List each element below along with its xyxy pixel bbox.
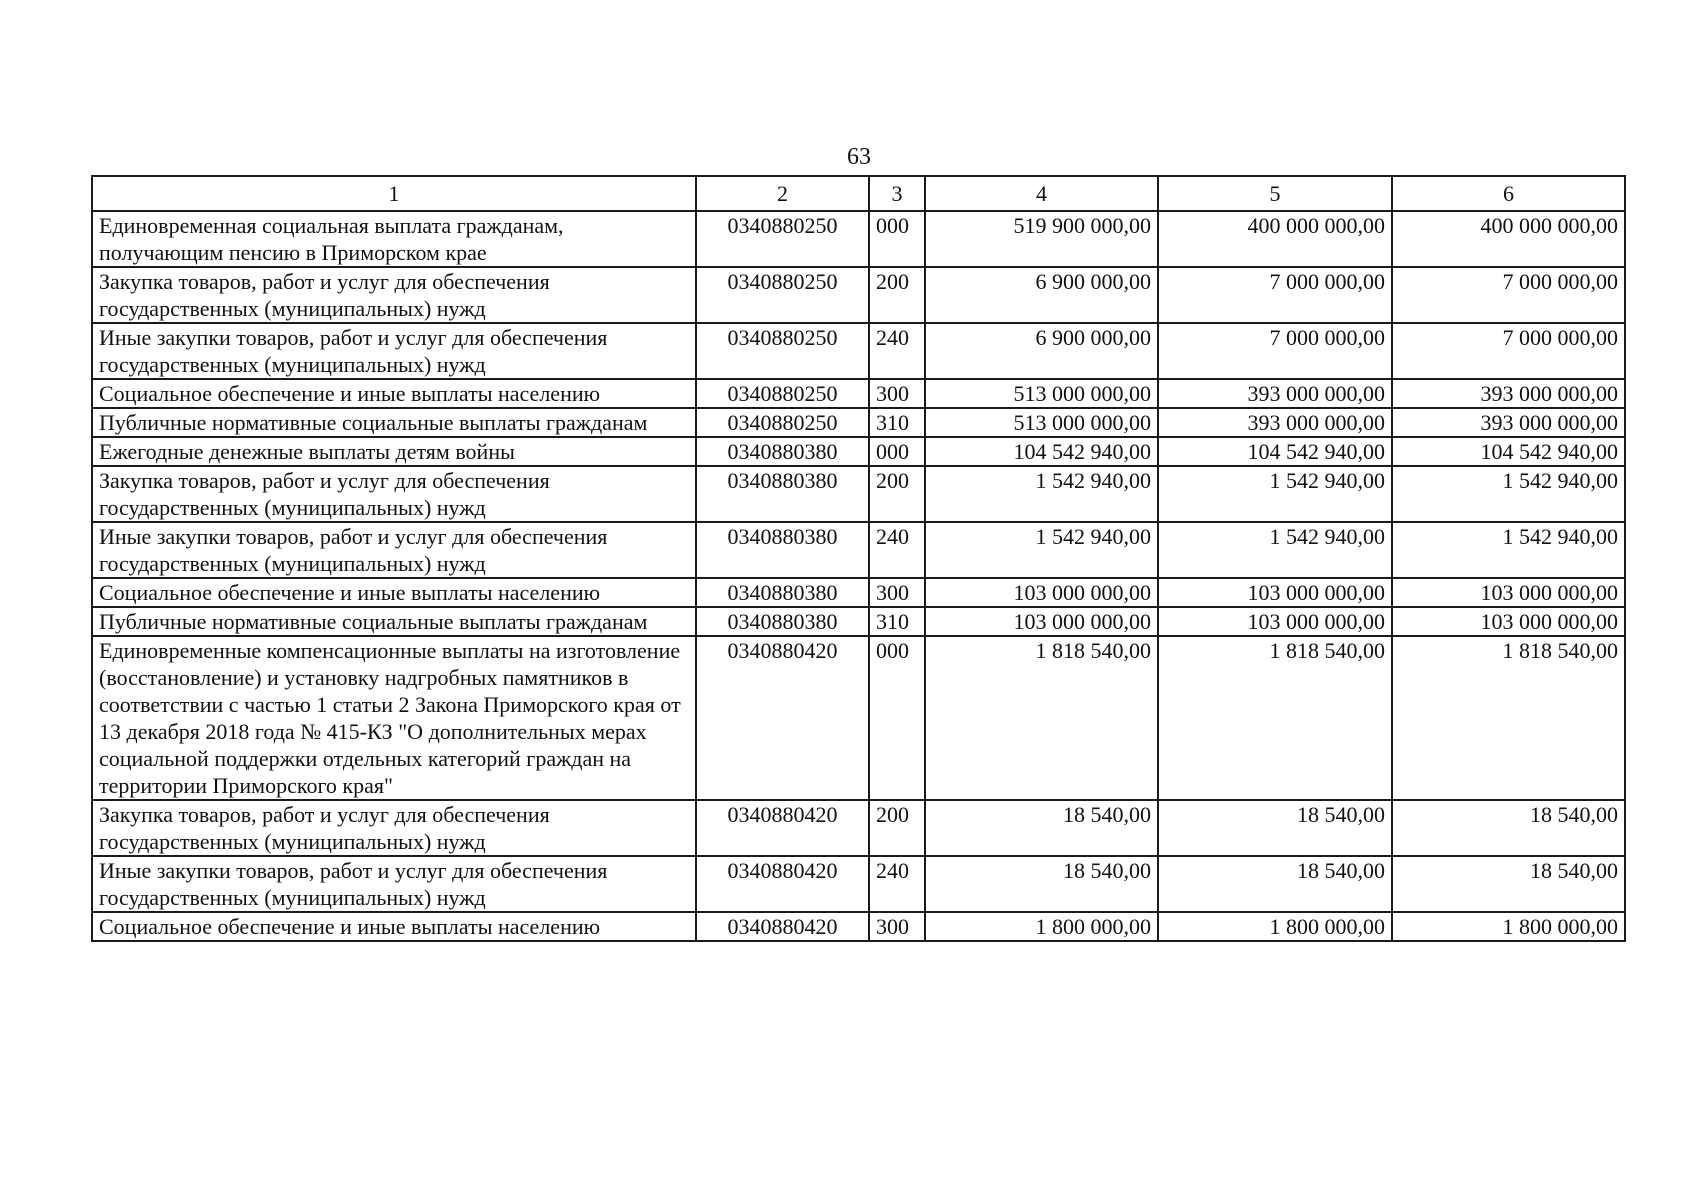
row-amount-col5-cell: 104 542 940,00 bbox=[1158, 437, 1392, 466]
row-type-cell: 240 bbox=[869, 522, 925, 578]
row-code-cell: 0340880380 bbox=[696, 578, 869, 607]
row-amount-col4-cell: 104 542 940,00 bbox=[925, 437, 1158, 466]
table-row bbox=[92, 856, 1625, 912]
row-amount-col6-cell: 1 542 940,00 bbox=[1392, 466, 1625, 522]
row-type-cell: 310 bbox=[869, 408, 925, 437]
row-name-cell: Социальное обеспечение и иные выплаты населению bbox=[92, 912, 696, 941]
table-row bbox=[92, 912, 1625, 941]
row-amount-col5-cell: 7 000 000,00 bbox=[1158, 323, 1392, 379]
row-amount-col4-cell: 6 900 000,00 bbox=[925, 323, 1158, 379]
row-type-cell: 200 bbox=[869, 267, 925, 323]
row-amount-col5-cell: 1 542 940,00 bbox=[1158, 522, 1392, 578]
row-amount-col4-cell: 18 540,00 bbox=[925, 800, 1158, 856]
table-row bbox=[92, 267, 1625, 323]
row-amount-col4-cell: 18 540,00 bbox=[925, 856, 1158, 912]
row-name-cell: Иные закупки товаров, работ и услуг для обеспечения государственных (муниципальных) нужд bbox=[92, 323, 696, 379]
row-amount-col4-cell: 103 000 000,00 bbox=[925, 607, 1158, 636]
row-name-cell: Закупка товаров, работ и услуг для обеспечения государственных (муниципальных) нужд bbox=[92, 466, 696, 522]
column-header: 5 bbox=[1158, 176, 1392, 211]
row-amount-col5-cell: 7 000 000,00 bbox=[1158, 267, 1392, 323]
column-header: 1 bbox=[92, 176, 696, 211]
row-name-cell: Социальное обеспечение и иные выплаты населению bbox=[92, 578, 696, 607]
row-amount-col4-cell: 513 000 000,00 bbox=[925, 408, 1158, 437]
table-row bbox=[92, 211, 1625, 267]
row-name-cell: Закупка товаров, работ и услуг для обеспечения государственных (муниципальных) нужд bbox=[92, 267, 696, 323]
row-amount-col5-cell: 1 542 940,00 bbox=[1158, 466, 1392, 522]
row-amount-col5-cell: 1 800 000,00 bbox=[1158, 912, 1392, 941]
row-type-cell: 000 bbox=[869, 211, 925, 267]
row-amount-col6-cell: 103 000 000,00 bbox=[1392, 578, 1625, 607]
row-amount-col5-cell: 18 540,00 bbox=[1158, 856, 1392, 912]
table-header-row bbox=[92, 176, 1625, 211]
table-row bbox=[92, 379, 1625, 408]
table-row bbox=[92, 800, 1625, 856]
row-type-cell: 000 bbox=[869, 636, 925, 800]
row-amount-col4-cell: 1 800 000,00 bbox=[925, 912, 1158, 941]
row-code-cell: 0340880250 bbox=[696, 211, 869, 267]
row-name-cell: Единовременные компенсационные выплаты на изготовление (восстановление) и установку надгробных памятников в соответствии с частью 1 статьи 2 Закона Приморского края от 13 декабря 2018 года № 415-КЗ "О дополнительных мерах социальной поддержки отдельных категорий граждан на территории Приморского края" bbox=[92, 636, 696, 800]
table-body bbox=[92, 211, 1625, 941]
row-amount-col4-cell: 1 818 540,00 bbox=[925, 636, 1158, 800]
row-amount-col6-cell: 393 000 000,00 bbox=[1392, 379, 1625, 408]
row-amount-col6-cell: 7 000 000,00 bbox=[1392, 323, 1625, 379]
row-amount-col5-cell: 1 818 540,00 bbox=[1158, 636, 1392, 800]
row-name-cell: Социальное обеспечение и иные выплаты населению bbox=[92, 379, 696, 408]
budget-table bbox=[91, 175, 1626, 942]
row-amount-col6-cell: 393 000 000,00 bbox=[1392, 408, 1625, 437]
row-amount-col5-cell: 400 000 000,00 bbox=[1158, 211, 1392, 267]
table-row bbox=[92, 323, 1625, 379]
row-amount-col4-cell: 513 000 000,00 bbox=[925, 379, 1158, 408]
row-code-cell: 0340880380 bbox=[696, 466, 869, 522]
row-code-cell: 0340880420 bbox=[696, 636, 869, 800]
row-name-cell: Единовременная социальная выплата гражданам, получающим пенсию в Приморском крае bbox=[92, 211, 696, 267]
row-amount-col4-cell: 103 000 000,00 bbox=[925, 578, 1158, 607]
table-row bbox=[92, 578, 1625, 607]
row-type-cell: 000 bbox=[869, 437, 925, 466]
row-amount-col5-cell: 103 000 000,00 bbox=[1158, 607, 1392, 636]
row-name-cell: Публичные нормативные социальные выплаты гражданам bbox=[92, 408, 696, 437]
row-amount-col6-cell: 18 540,00 bbox=[1392, 856, 1625, 912]
row-name-cell: Закупка товаров, работ и услуг для обеспечения государственных (муниципальных) нужд bbox=[92, 800, 696, 856]
row-code-cell: 0340880420 bbox=[696, 800, 869, 856]
row-amount-col5-cell: 393 000 000,00 bbox=[1158, 379, 1392, 408]
table-row bbox=[92, 607, 1625, 636]
row-name-cell: Иные закупки товаров, работ и услуг для обеспечения государственных (муниципальных) нужд bbox=[92, 856, 696, 912]
page-number: 63 bbox=[847, 144, 871, 170]
row-amount-col4-cell: 519 900 000,00 bbox=[925, 211, 1158, 267]
row-name-cell: Ежегодные денежные выплаты детям войны bbox=[92, 437, 696, 466]
row-code-cell: 0340880250 bbox=[696, 267, 869, 323]
row-amount-col5-cell: 393 000 000,00 bbox=[1158, 408, 1392, 437]
row-amount-col5-cell: 18 540,00 bbox=[1158, 800, 1392, 856]
column-header: 2 bbox=[696, 176, 869, 211]
table-row bbox=[92, 636, 1625, 800]
row-amount-col6-cell: 400 000 000,00 bbox=[1392, 211, 1625, 267]
row-amount-col6-cell: 104 542 940,00 bbox=[1392, 437, 1625, 466]
row-type-cell: 240 bbox=[869, 856, 925, 912]
row-amount-col4-cell: 1 542 940,00 bbox=[925, 466, 1158, 522]
row-type-cell: 310 bbox=[869, 607, 925, 636]
row-name-cell: Иные закупки товаров, работ и услуг для обеспечения государственных (муниципальных) нужд bbox=[92, 522, 696, 578]
row-type-cell: 300 bbox=[869, 379, 925, 408]
table-row bbox=[92, 522, 1625, 578]
table-row bbox=[92, 437, 1625, 466]
row-amount-col4-cell: 1 542 940,00 bbox=[925, 522, 1158, 578]
row-name-cell: Публичные нормативные социальные выплаты гражданам bbox=[92, 607, 696, 636]
row-amount-col5-cell: 103 000 000,00 bbox=[1158, 578, 1392, 607]
column-header: 3 bbox=[869, 176, 925, 211]
row-type-cell: 300 bbox=[869, 578, 925, 607]
row-code-cell: 0340880250 bbox=[696, 408, 869, 437]
table-row bbox=[92, 466, 1625, 522]
row-amount-col6-cell: 7 000 000,00 bbox=[1392, 267, 1625, 323]
row-amount-col6-cell: 1 818 540,00 bbox=[1392, 636, 1625, 800]
row-type-cell: 300 bbox=[869, 912, 925, 941]
row-type-cell: 200 bbox=[869, 466, 925, 522]
row-type-cell: 200 bbox=[869, 800, 925, 856]
column-header: 4 bbox=[925, 176, 1158, 211]
row-type-cell: 240 bbox=[869, 323, 925, 379]
row-amount-col6-cell: 18 540,00 bbox=[1392, 800, 1625, 856]
column-header: 6 bbox=[1392, 176, 1625, 211]
table-row bbox=[92, 408, 1625, 437]
row-amount-col6-cell: 1 800 000,00 bbox=[1392, 912, 1625, 941]
row-code-cell: 0340880380 bbox=[696, 522, 869, 578]
row-code-cell: 0340880380 bbox=[696, 607, 869, 636]
row-code-cell: 0340880420 bbox=[696, 856, 869, 912]
row-code-cell: 0340880380 bbox=[696, 437, 869, 466]
row-code-cell: 0340880250 bbox=[696, 379, 869, 408]
row-code-cell: 0340880250 bbox=[696, 323, 869, 379]
row-amount-col4-cell: 6 900 000,00 bbox=[925, 267, 1158, 323]
row-amount-col6-cell: 103 000 000,00 bbox=[1392, 607, 1625, 636]
row-amount-col6-cell: 1 542 940,00 bbox=[1392, 522, 1625, 578]
row-code-cell: 0340880420 bbox=[696, 912, 869, 941]
